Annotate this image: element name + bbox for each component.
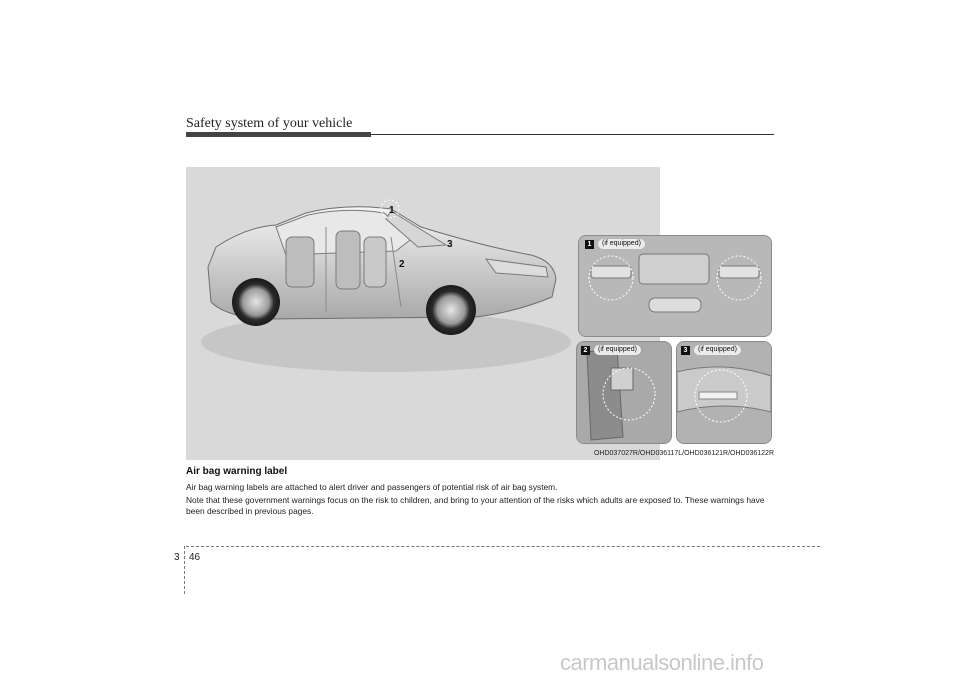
inset-2-label (581, 345, 641, 355)
inset-sun-visor (578, 235, 772, 337)
footer-rule (186, 546, 820, 547)
dashboard-illustration (677, 342, 771, 443)
inset-dashboard (676, 341, 772, 444)
callout-1: 1 (389, 205, 395, 216)
inset-1-caption: (if equipped) (598, 239, 645, 249)
footer-divider (184, 546, 185, 594)
header-rule-accent (186, 132, 371, 137)
inset-2-number: 2 (581, 346, 590, 355)
inset-1-number: 1 (585, 240, 594, 249)
sun-visor-illustration (579, 236, 771, 336)
inset-door-pillar (576, 341, 672, 444)
page-header-title: Safety system of your vehicle (186, 116, 353, 131)
section-heading: Air bag warning label (186, 466, 288, 477)
inset-2-caption: (if equipped) (594, 345, 641, 355)
paragraph: Air bag warning labels are attached to alert driver and passengers of potential risk of air bag system. (186, 482, 558, 492)
callout-3: 3 (447, 239, 453, 250)
rear-seat (286, 237, 314, 287)
inset-3-number: 3 (681, 346, 690, 355)
chapter-number: 3 (174, 552, 180, 563)
front-wheel (426, 285, 476, 335)
front-seat-passenger (364, 237, 386, 287)
inset-1-label (585, 239, 645, 249)
inset-3-label (681, 345, 741, 355)
door-pillar-illustration (577, 342, 671, 443)
front-seat (336, 231, 360, 289)
page-number: 46 (189, 552, 201, 563)
section-body (186, 482, 776, 519)
rear-wheel (232, 278, 280, 326)
inset-3-caption: (if equipped) (694, 345, 741, 355)
watermark: carmanualsonline.info (560, 650, 764, 675)
callout-2: 2 (399, 259, 405, 270)
paragraph: Note that these government warnings focus on the risk to children, and bring to your attention of the risks which adults are exposed to. These warnings have been described in previous pages. (186, 495, 765, 516)
figure-code: OHD037027R/OHD036117L/OHD036121R/OHD036122R (593, 450, 774, 457)
